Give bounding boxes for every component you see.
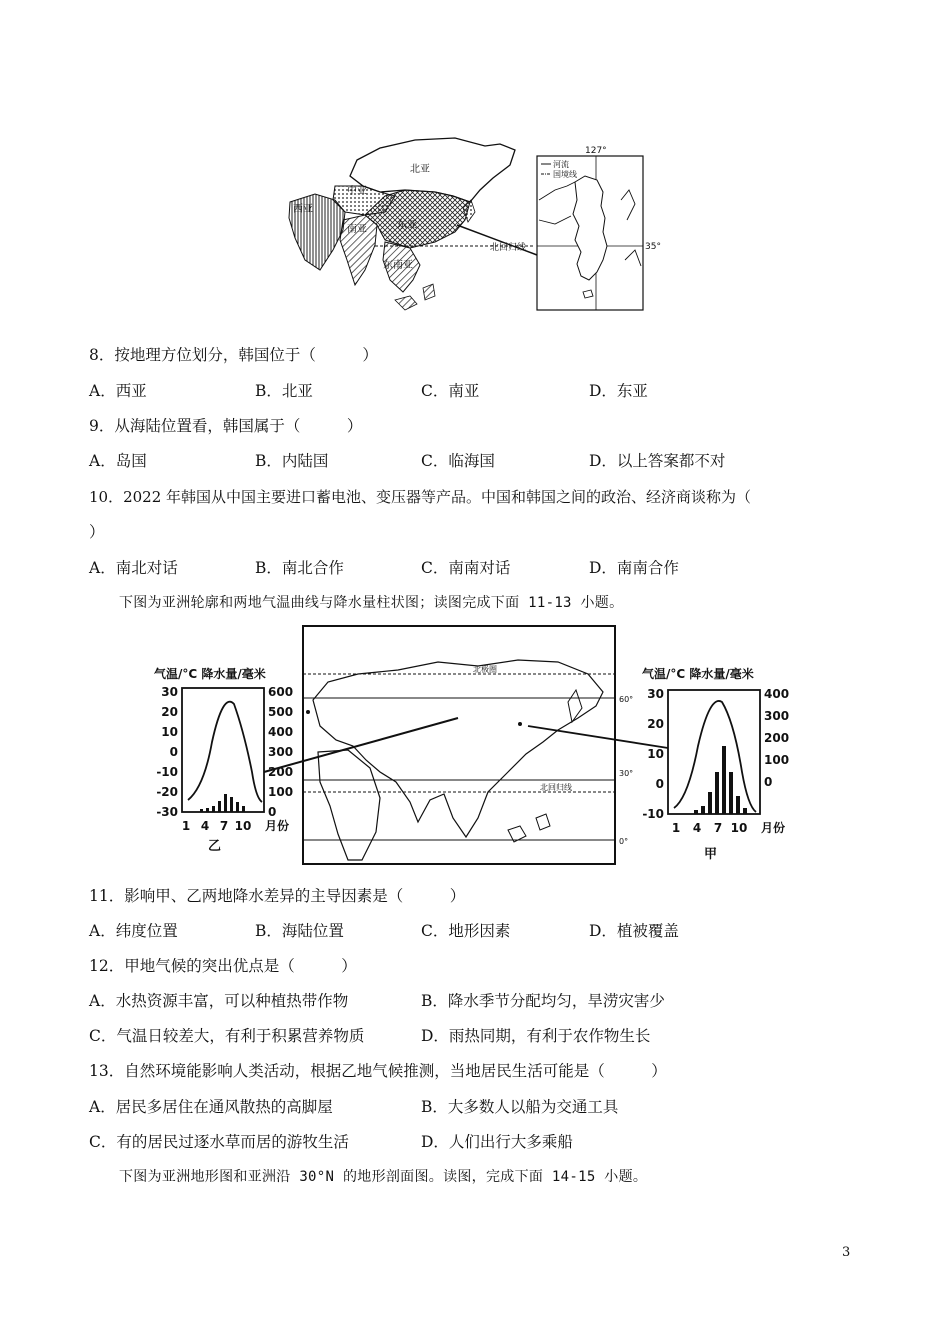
right-temp-tick: -10 bbox=[642, 807, 664, 821]
left-temp-tick: 20 bbox=[161, 705, 178, 719]
question-13-stem: 13．自然环境能影响人类活动，根据乙地气候推测，当地居民生活可能是（ ） bbox=[89, 1062, 667, 1080]
left-precip-bar bbox=[242, 806, 245, 812]
q10-option-b[interactable]: B．南北合作 bbox=[255, 559, 344, 577]
right-precip-tick: 0 bbox=[764, 775, 773, 789]
left-temp-tick: -10 bbox=[156, 765, 178, 779]
right-temp-tick: 20 bbox=[647, 717, 664, 731]
right-precip-tick: 100 bbox=[764, 753, 790, 767]
left-precip-bars bbox=[200, 794, 245, 812]
left-month-tick: 4 bbox=[200, 819, 210, 833]
figure-asia-regions bbox=[285, 120, 665, 320]
left-month-tick: 10 bbox=[234, 819, 252, 833]
q10-option-a[interactable]: A．南北对话 bbox=[89, 559, 178, 577]
question-10-stem-line1: 10．2022 年韩国从中国主要进口蓄电池、变压器等产品。中国和韩国之间的政治、经济商谈称为（ bbox=[89, 488, 752, 506]
left-month-axis bbox=[182, 818, 289, 833]
station-jia-marker bbox=[518, 722, 522, 726]
right-month-tick-unit: 月份 bbox=[761, 821, 786, 835]
question-12-stem: 12．甲地气候的突出优点是（ ） bbox=[89, 957, 357, 975]
left-temp-tick: 0 bbox=[169, 745, 178, 759]
left-temp-tick: 10 bbox=[161, 725, 178, 739]
question-8-stem: 8．按地理方位划分，韩国位于（ ） bbox=[89, 346, 378, 364]
right-precip-bar bbox=[729, 772, 733, 814]
left-precip-tick: 500 bbox=[268, 705, 294, 719]
right-month-tick: 10 bbox=[730, 821, 748, 835]
right-precip-tick: 200 bbox=[764, 731, 790, 745]
right-month-tick: 1 bbox=[671, 821, 681, 835]
legend-river-label: 河流 bbox=[553, 160, 569, 169]
right-precip-bar bbox=[743, 808, 747, 814]
left-month-tick: 7 bbox=[219, 819, 229, 833]
left-precip-tick: 600 bbox=[268, 685, 294, 699]
right-station-label: 甲 bbox=[704, 847, 718, 862]
left-precip-bar bbox=[212, 806, 215, 812]
page-number: 3 bbox=[842, 1245, 851, 1260]
label-latitude: 35° bbox=[645, 242, 661, 252]
right-temp-tick: 10 bbox=[647, 747, 664, 761]
left-precip-tick: 400 bbox=[268, 725, 294, 739]
left-precip-tick: 200 bbox=[268, 765, 294, 779]
label-tropic-of-cancer: 北回归线 bbox=[490, 243, 527, 253]
label-north-asia: 北亚 bbox=[410, 164, 430, 175]
right-temp-tick: 30 bbox=[647, 687, 664, 701]
left-precip-bar bbox=[224, 794, 227, 812]
right-temp-axis bbox=[642, 687, 664, 821]
right-precip-axis bbox=[764, 687, 789, 789]
right-chart-frame bbox=[668, 690, 760, 814]
right-precip-bar bbox=[722, 746, 726, 814]
q11-option-a[interactable]: A．纬度位置 bbox=[89, 922, 178, 940]
left-precip-bar bbox=[200, 809, 203, 812]
label-west-asia: 西亚 bbox=[293, 204, 313, 215]
left-precip-axis bbox=[268, 685, 293, 819]
q10-option-c[interactable]: C．南南对话 bbox=[421, 559, 511, 577]
left-temp-curve bbox=[188, 702, 262, 802]
left-precip-tick: 0 bbox=[268, 805, 277, 819]
label-lat30: 30° bbox=[619, 769, 634, 778]
left-precip-bar bbox=[218, 801, 221, 812]
label-lat0: 0° bbox=[619, 837, 629, 846]
right-month-tick: 7 bbox=[713, 821, 723, 835]
right-precip-tick: 400 bbox=[764, 687, 790, 701]
right-precip-bar bbox=[708, 792, 712, 814]
right-precip-bar bbox=[715, 772, 719, 814]
right-precip-tick: 300 bbox=[764, 709, 790, 723]
q13-option-a[interactable]: A．居民多居住在通风散热的高脚屋 bbox=[89, 1098, 333, 1116]
q8-option-c[interactable]: C．南亚 bbox=[421, 382, 480, 400]
label-lat60: 60° bbox=[619, 695, 634, 704]
label-tropic: 北回归线 bbox=[540, 783, 572, 792]
right-chart-header: 气温/°C 降水量/毫米 bbox=[642, 667, 754, 681]
q11-option-d[interactable]: D．植被覆盖 bbox=[589, 922, 679, 940]
q8-option-a[interactable]: A．西亚 bbox=[89, 382, 147, 400]
left-precip-tick: 100 bbox=[268, 785, 294, 799]
intro-14-15: 下图为亚洲地形图和亚洲沿 30°N 的地形剖面图。读图，完成下面 14-15 小题。 bbox=[119, 1169, 648, 1185]
label-south-asia: 南亚 bbox=[347, 224, 367, 235]
figure-climate-map bbox=[148, 622, 798, 867]
q13-option-c[interactable]: C．有的居民过逐水草而居的游牧生活 bbox=[89, 1133, 349, 1151]
left-temp-tick: 30 bbox=[161, 685, 178, 699]
q13-option-d[interactable]: D．人们出行大多乘船 bbox=[421, 1133, 573, 1151]
left-station-label: 乙 bbox=[208, 839, 222, 854]
left-precip-bar bbox=[236, 802, 239, 812]
label-central-asia: 中亚 bbox=[347, 186, 367, 197]
label-arctic-circle: 北极圈 bbox=[473, 665, 497, 674]
left-precip-bar bbox=[206, 808, 209, 812]
question-11-stem: 11．影响甲、乙两地降水差异的主导因素是（ ） bbox=[89, 887, 466, 905]
q12-option-a[interactable]: A．水热资源丰富，可以种植热带作物 bbox=[89, 992, 349, 1010]
q9-option-b[interactable]: B．内陆国 bbox=[255, 452, 329, 470]
q12-option-c[interactable]: C．气温日较差大，有利于积累营养物质 bbox=[89, 1027, 365, 1045]
q9-option-d[interactable]: D．以上答案都不对 bbox=[589, 452, 726, 470]
q9-option-a[interactable]: A．岛国 bbox=[89, 452, 147, 470]
left-precip-tick: 300 bbox=[268, 745, 294, 759]
label-southeast-asia: 东南亚 bbox=[383, 260, 413, 271]
right-month-tick: 4 bbox=[692, 821, 702, 835]
legend-border-label: 国境线 bbox=[553, 170, 577, 179]
left-chart-header: 气温/°C 降水量/毫米 bbox=[154, 667, 266, 681]
climate-map-figure bbox=[148, 622, 798, 867]
question-9-stem: 9．从海陆位置看，韩国属于（ ） bbox=[89, 417, 363, 435]
left-precip-bar bbox=[230, 797, 233, 812]
left-month-tick: 1 bbox=[181, 819, 191, 833]
left-month-tick-unit: 月份 bbox=[265, 819, 290, 833]
q13-option-b[interactable]: B．大多数人以船为交通工具 bbox=[421, 1098, 619, 1116]
q8-option-b[interactable]: B．北亚 bbox=[255, 382, 313, 400]
q9-option-c[interactable]: C．临海国 bbox=[421, 452, 495, 470]
q12-option-d[interactable]: D．雨热同期，有利于农作物生长 bbox=[421, 1027, 651, 1045]
right-precip-bar bbox=[694, 810, 698, 814]
right-temp-tick: 0 bbox=[655, 777, 664, 791]
question-10-stem-line2: ） bbox=[89, 523, 105, 541]
q10-option-d[interactable]: D．南南合作 bbox=[589, 559, 679, 577]
left-temp-tick: -20 bbox=[156, 785, 178, 799]
intro-11-13: 下图为亚洲轮廓和两地气温曲线与降水量柱状图；读图完成下面 11-13 小题。 bbox=[119, 595, 624, 611]
station-yi-marker bbox=[306, 710, 310, 714]
left-temp-axis bbox=[156, 685, 178, 819]
q11-option-c[interactable]: C．地形因素 bbox=[421, 922, 511, 940]
left-temp-tick: -30 bbox=[156, 805, 178, 819]
right-precip-bar bbox=[701, 806, 705, 814]
q8-option-d[interactable]: D．东亚 bbox=[589, 382, 648, 400]
q11-option-b[interactable]: B．海陆位置 bbox=[255, 922, 344, 940]
right-precip-bar bbox=[736, 796, 740, 814]
label-east-asia: 东亚 bbox=[397, 220, 417, 231]
right-month-axis bbox=[672, 820, 785, 835]
asia-regions-map bbox=[285, 120, 665, 320]
q12-option-b[interactable]: B．降水季节分配均匀，旱涝灾害少 bbox=[421, 992, 665, 1010]
label-longitude: 127° bbox=[585, 146, 607, 156]
